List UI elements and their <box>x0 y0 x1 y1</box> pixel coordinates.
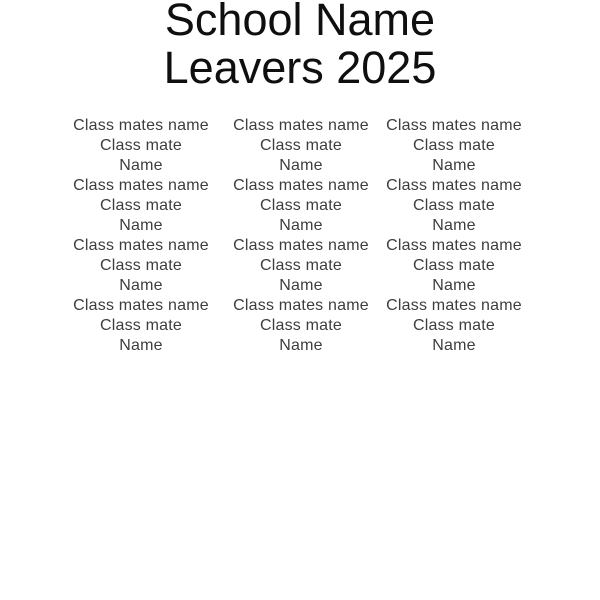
classmate-line: Class mate <box>99 197 183 214</box>
classmate-line: Class mate <box>99 317 183 334</box>
classmate-line: Class mates name <box>233 237 369 254</box>
classmate-line: Name <box>432 217 476 234</box>
classmate-line: Name <box>119 157 163 174</box>
classmate-line: Name <box>279 217 323 234</box>
classmate-line: Class mates name <box>386 237 522 254</box>
classmate-line: Name <box>432 277 476 294</box>
classmate-line: Name <box>119 337 163 354</box>
classmate-entry <box>344 116 564 176</box>
classmates-column-3 <box>344 116 564 356</box>
classmate-line: Class mates name <box>73 117 209 134</box>
classmate-line: Name <box>279 277 323 294</box>
classmate-line: Class mate <box>99 137 183 154</box>
classmate-entry <box>344 296 564 356</box>
classmate-line: Class mate <box>412 137 496 154</box>
classmate-line: Name <box>279 157 323 174</box>
classmate-line: Class mate <box>412 317 496 334</box>
classmate-entry <box>344 176 564 236</box>
classmate-line: Class mates name <box>233 117 369 134</box>
classmate-line: Class mate <box>412 257 496 274</box>
classmate-line: Class mates name <box>386 297 522 314</box>
classmate-line: Class mates name <box>73 297 209 314</box>
classmate-line: Class mates name <box>73 177 209 194</box>
classmate-line: Class mate <box>412 197 496 214</box>
classmate-line: Class mate <box>259 197 343 214</box>
classmate-line: Class mates name <box>233 177 369 194</box>
classmate-line: Class mates name <box>386 177 522 194</box>
title-school-name: School Name <box>164 0 436 45</box>
classmate-line: Class mates name <box>73 237 209 254</box>
classmate-line: Class mate <box>259 137 343 154</box>
classmate-line: Name <box>432 157 476 174</box>
poster-title <box>0 0 600 92</box>
classmate-line: Class mates name <box>233 297 369 314</box>
classmate-line: Class mates name <box>386 117 522 134</box>
classmate-line: Class mate <box>99 257 183 274</box>
classmate-line: Name <box>119 217 163 234</box>
title-leavers-year: Leavers 2025 <box>163 42 437 93</box>
classmate-line: Name <box>432 337 476 354</box>
classmate-line: Name <box>119 277 163 294</box>
classmate-line: Class mate <box>259 317 343 334</box>
classmate-line: Class mate <box>259 257 343 274</box>
classmate-line: Name <box>279 337 323 354</box>
classmate-entry <box>344 236 564 296</box>
